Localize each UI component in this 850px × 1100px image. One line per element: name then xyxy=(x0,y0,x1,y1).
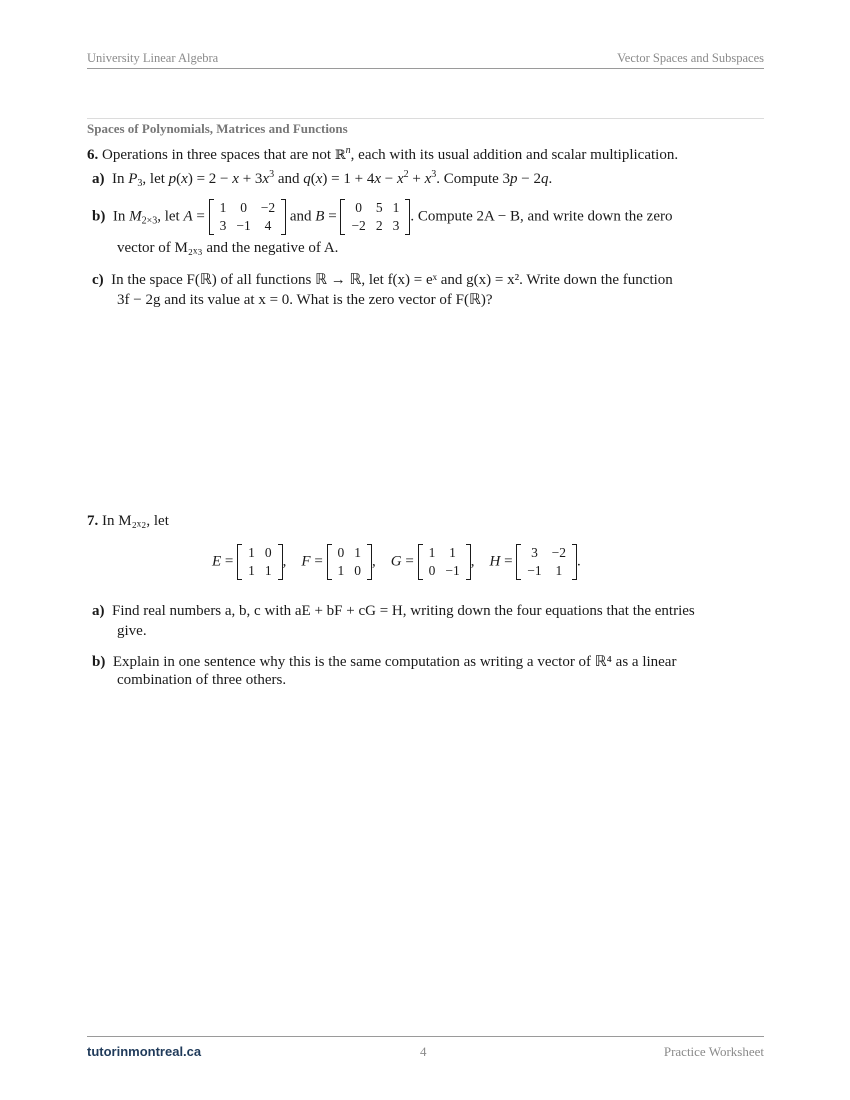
problem-7-matrices: E = 1 0 1 1 , F = 0 1 1 0 , G = 1 1 0 −1 , H = 3 −2 −1 1 . xyxy=(212,545,581,578)
problem-7-intro: 7. In M₂ₓ₂, let xyxy=(87,513,169,529)
matrix-B: 0 5 1 −2 2 3 xyxy=(340,199,410,235)
matrix-H: 3 −2 −1 1 xyxy=(516,544,577,580)
page-number: 4 xyxy=(420,1044,427,1059)
matrix-E: 1 0 1 1 xyxy=(237,544,283,580)
problem-6c-line2: 3f − 2g and its value at x = 0. What is the zero vector of F(ℝ)? xyxy=(117,292,493,308)
header-topic: Vector Spaces and Subspaces xyxy=(617,51,764,65)
problem-7b-line2: combination of three others. xyxy=(117,672,287,688)
problem-6-number: 6. xyxy=(87,147,99,163)
problem-7-number: 7. xyxy=(87,513,99,529)
problem-6c: c) In the space F(ℝ) of all functions ℝ → ℝ, let f(x) = eˣ and g(x) = x². Write down the function xyxy=(92,272,673,288)
problem-6a: a) In $P_3$, let $p(x) = 2 - x + 3x^3$ and $q(x) = 1 + 4x - x^2 + x^3$. Compute 3p − 2q. xyxy=(92,169,553,189)
problem-6b: b) In $M_{2\times 3}$, let A = 1 0 −2 3 −1 4 and B = 0 5 1 −2 2 3 . Compute 2A − B, and write down the zero xyxy=(92,200,673,233)
section-title: Spaces of Polynomials, Matrices and Functions xyxy=(87,121,348,136)
problem-7b: b) Explain in one sentence why this is the same computation as writing a vector of ℝ⁴ as a linear xyxy=(92,654,677,670)
problem-6b-line2: vector of M₂ₓ₃ and the negative of A. xyxy=(117,240,339,256)
footer-site-link[interactable]: tutorinmontreal.ca xyxy=(87,1044,202,1059)
problem-6-intro: 6. Operations in three spaces that are not ℝ$^n$, each with its usual addition and scalar multiplication. xyxy=(87,145,679,163)
matrix-A: 1 0 −2 3 −1 4 xyxy=(209,199,287,235)
problem-7a: a) Find real numbers a, b, c with aE + bF + cG = H, writing down the four equations that the entries xyxy=(92,603,695,619)
header-course: University Linear Algebra xyxy=(87,51,219,65)
matrix-F: 0 1 1 0 xyxy=(327,544,373,580)
matrix-G: 1 1 0 −1 xyxy=(418,544,471,580)
page-header xyxy=(87,50,764,69)
page-footer xyxy=(87,1036,764,1059)
section-rule xyxy=(87,118,764,119)
problem-7a-line2: give. xyxy=(117,623,147,639)
footer-label: Practice Worksheet xyxy=(663,1044,764,1059)
